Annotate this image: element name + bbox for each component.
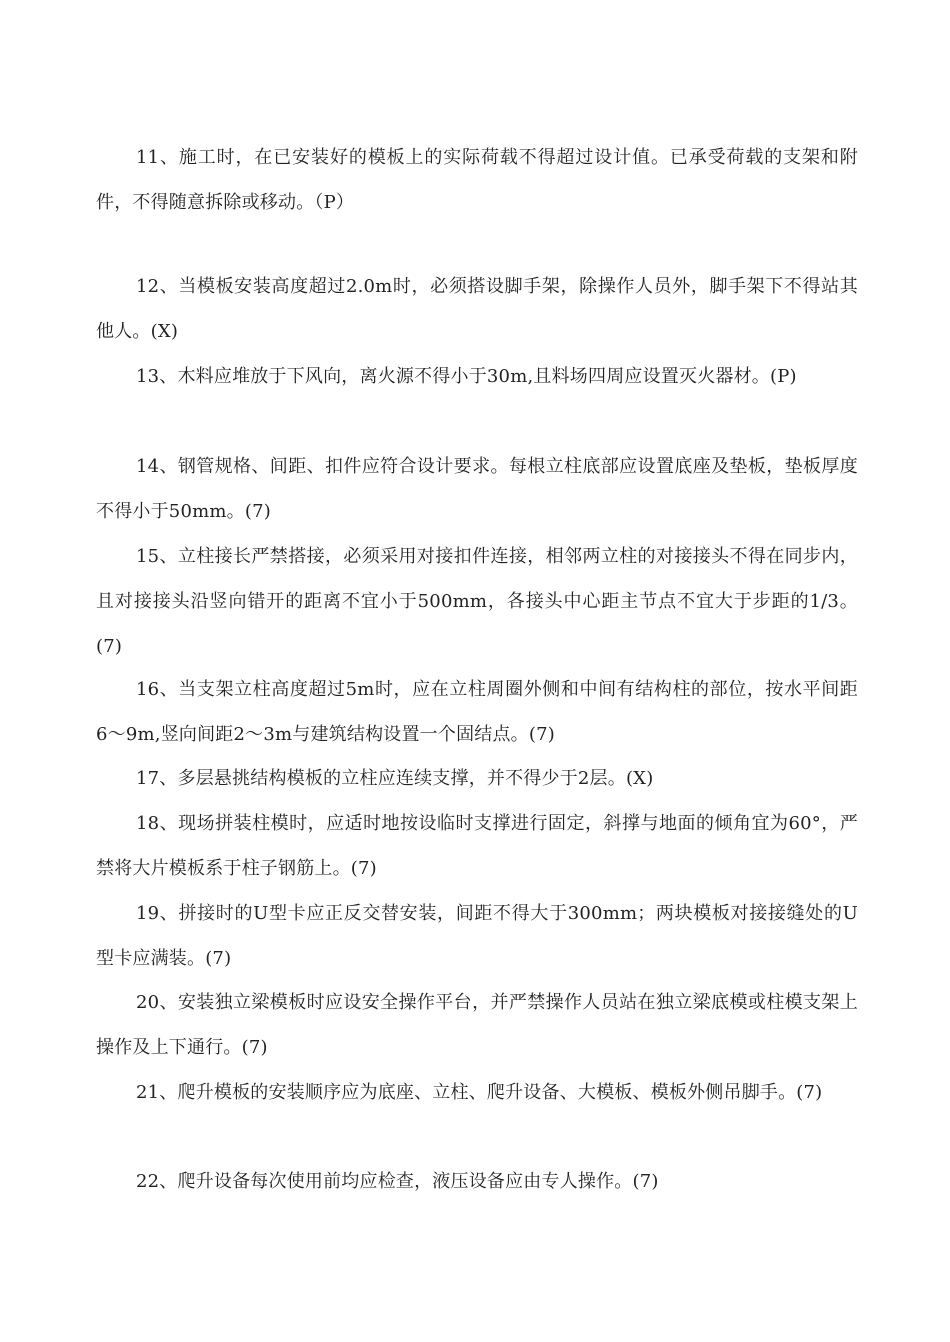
paragraph-item-14: 14、钢管规格、间距、扣件应符合设计要求。每根立柱底部应设置底座及垫板，垫板厚度不得小于50mm。(7) bbox=[96, 456, 858, 522]
paragraph-item-17: 17、多层悬挑结构模板的立柱应连续支撑，并不得少于2层。(X) bbox=[136, 768, 654, 789]
paragraph-item-13: 13、木料应堆放于下风向，离火源不得小于30m,且料场四周应设置灭火器材。(P) bbox=[136, 366, 797, 387]
paragraph-item-20: 20、安装独立梁模板时应设安全操作平台，并严禁操作人员站在独立梁底模或柱模支架上操作及上下通行。(7) bbox=[96, 992, 858, 1058]
paragraph-item-12: 12、当模板安装高度超过2.0m时，必须搭设脚手架，除操作人员外，脚手架下不得站其他人。(X) bbox=[96, 276, 858, 342]
paragraph-item-11: 11、施工时，在已安装好的模板上的实际荷载不得超过设计值。已承受荷载的支架和附件，不得随意拆除或移动。（P） bbox=[96, 147, 858, 213]
paragraph-item-15: 15、立柱接长严禁搭接，必须采用对接扣件连接，相邻两立柱的对接接头不得在同步内，且对接接头沿竖向错开的距离不宜小于500mm，各接头中心距主节点不宜大于步距的1/3。(7) bbox=[96, 546, 858, 657]
paragraph-item-22: 22、爬升设备每次使用前均应检查，液压设备应由专人操作。(7) bbox=[136, 1171, 659, 1192]
paragraph-item-18: 18、现场拼装柱模时，应适时地按设临时支撑进行固定，斜撑与地面的倾角宜为60°，严禁将大片模板系于柱子钢筋上。(7) bbox=[96, 813, 858, 879]
paragraph-item-21: 21、爬升模板的安装顺序应为底座、立柱、爬升设备、大模板、模板外侧吊脚手。(7) bbox=[136, 1082, 823, 1103]
paragraph-item-19: 19、拼接时的U型卡应正反交替安装，间距不得大于300mm；两块模板对接接缝处的U型卡应满装。(7) bbox=[96, 903, 858, 969]
paragraph-item-16: 16、当支架立柱高度超过5m时，应在立柱周圈外侧和中间有结构柱的部位，按水平间距6〜9m,竖向间距2〜3m与建筑结构设置一个固结点。(7) bbox=[96, 679, 858, 745]
